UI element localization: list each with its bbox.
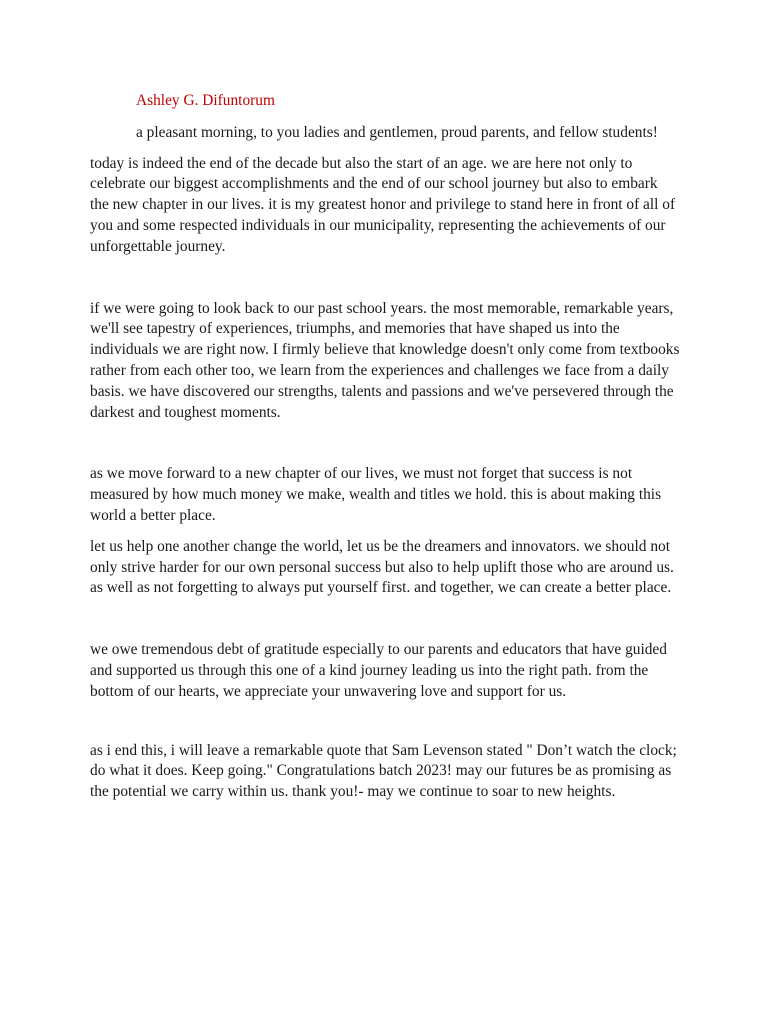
document-body [90, 91, 680, 803]
paragraph-greeting: a pleasant morning, to you ladies and gentlemen, proud parents, and fellow students! [136, 123, 658, 141]
paragraph-looking-back: if we were going to look back to our past school years. the most memorable, remarkable years, we'll see tapestry of experiences, triumphs, and memories that have shaped us into the individuals we are right now. I firmly believe that knowledge doesn't only come from textbooks rather from each other too, we learn from the experiences and challenges we face from a daily basis. we have discovered our strengths, talents and passions and we've persevered through the darkest and toughest moments. [90, 299, 680, 421]
paragraph-opening: today is indeed the end of the decade but also the start of an age. we are here not only to celebrate our biggest accomplishments and the end of our school journey but also to embark the new chapter in our lives. it is my greatest honor and privilege to stand here in front of all of you and some respected individuals in our municipality, representing the achievements of our unforgettable journey. [90, 154, 676, 255]
paragraph-closing: as i end this, i will leave a remarkable quote that Sam Levenson stated " Don’t watch the clock; do what it does. Keep going." Congratulations batch 2023! may our futures be as promising as the potential we carry within us. thank you!- may we continue to soar to new heights. [90, 741, 677, 801]
author-name: Ashley G. Difuntorum [136, 92, 275, 109]
paragraph-help-one-another: let us help one another change the world, let us be the dreamers and innovators. we should not only strive harder for our own personal success but also to help uplift those who are around us. as well as not forgetting to always put yourself first. and together, we can create a better place. [90, 537, 674, 597]
paragraph-moving-forward: as we move forward to a new chapter of our lives, we must not forget that success is not measured by how much money we make, wealth and titles we hold. this is about making this world a better place. [90, 465, 662, 524]
paragraph-gratitude: we owe tremendous debt of gratitude especially to our parents and educators that have guided and supported us through this one of a kind journey leading us into the right path. from the bottom of our hearts, we appreciate your unwavering love and support for us. [90, 641, 667, 700]
